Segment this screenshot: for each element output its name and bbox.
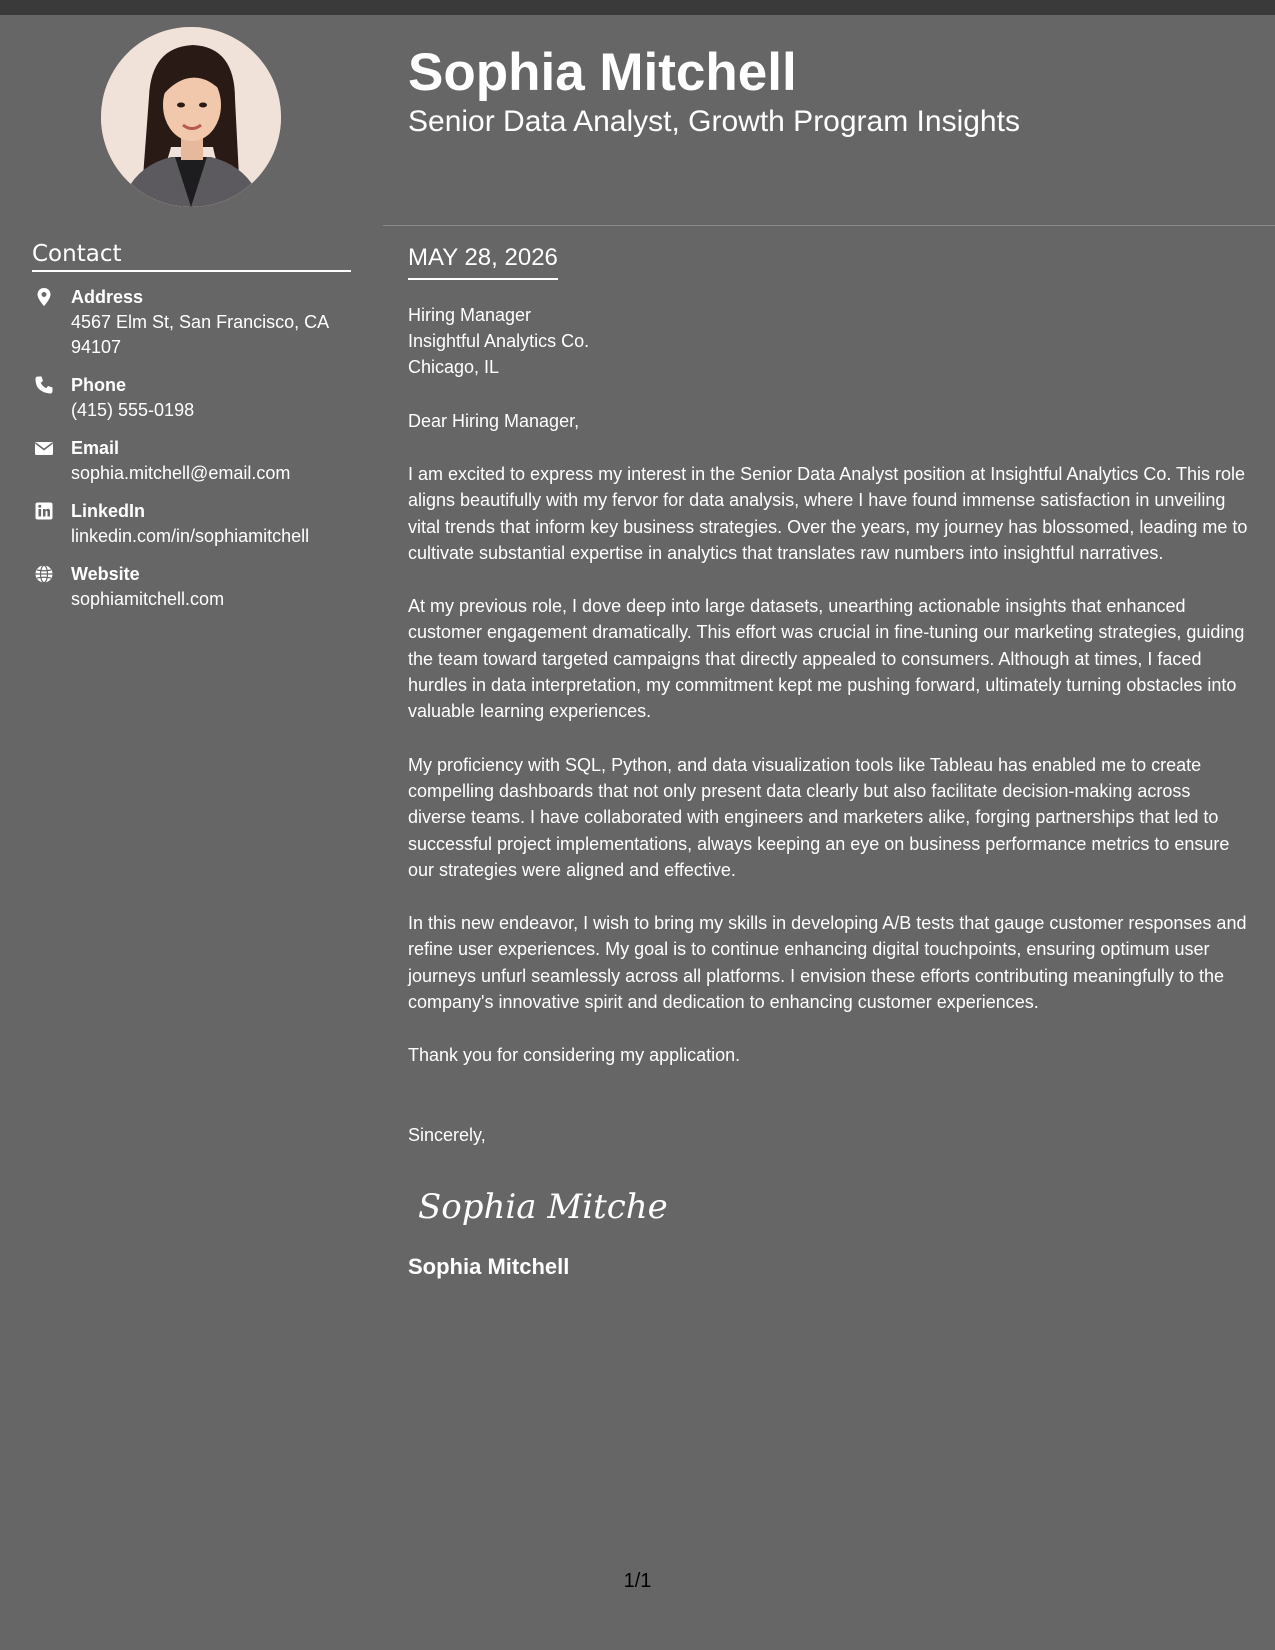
top-strip bbox=[0, 0, 1275, 15]
contact-heading: Contact bbox=[32, 241, 351, 272]
handwritten-signature bbox=[408, 1176, 1253, 1236]
phone-icon bbox=[34, 375, 54, 395]
letter-paragraph: At my previous role, I dove deep into large datasets, unearthing actionable insights that enhanced customer engagement dramatically. This effort was crucial in fine-tuning our marketing strategies, guiding the team toward targeted campaigns that directly appealed to consumers. Although at times, I faced hurdles in data interpretation, my commitment kept me pushing forward, ultimately turning obstacles into valuable learning experiences. bbox=[408, 596, 1245, 722]
contact-phone bbox=[32, 373, 362, 423]
recipient-block bbox=[408, 302, 1253, 380]
website-label: Website bbox=[71, 564, 140, 584]
letter-paragraph: Thank you for considering my application. bbox=[408, 1045, 741, 1066]
recipient-line: Hiring Manager bbox=[408, 305, 532, 325]
applicant-name: Sophia Mitchell bbox=[408, 43, 797, 102]
envelope-icon bbox=[34, 438, 54, 458]
contact-website bbox=[32, 562, 362, 612]
signed-name: Sophia Mitchell bbox=[408, 1253, 570, 1279]
location-pin-icon bbox=[34, 287, 54, 307]
closing: Sincerely, bbox=[408, 1124, 486, 1145]
email-label: Email bbox=[71, 438, 120, 458]
contact-email bbox=[32, 436, 362, 486]
linkedin-value[interactable]: linkedin.com/in/sophiamitchell bbox=[71, 526, 310, 546]
job-title: Senior Data Analyst, Growth Program Insights bbox=[408, 105, 1020, 138]
header-divider bbox=[383, 225, 1275, 226]
profile-photo bbox=[101, 27, 281, 207]
contact-address bbox=[32, 285, 362, 360]
letter-paragraph: In this new endeavor, I wish to bring my skills in developing A/B tests that gauge customer responses and refine user experiences. My goal is to continue enhancing digital touchpoints, ensuring optimum user journeys unfurl seamlessly across all platforms. I envision these efforts contributing meaningfully to the company's innovative spirit and dedication to enhancing customer experiences. bbox=[408, 913, 1247, 1013]
recipient-line: Insightful Analytics Co. bbox=[408, 331, 590, 351]
globe-icon bbox=[34, 564, 54, 584]
salutation: Dear Hiring Manager, bbox=[408, 411, 580, 431]
linkedin-label: LinkedIn bbox=[71, 501, 146, 521]
signature-text: Sophia Mitchell bbox=[418, 1186, 668, 1227]
contact-linkedin bbox=[32, 499, 362, 549]
phone-value: (415) 555-0198 bbox=[71, 400, 195, 420]
sidebar bbox=[0, 15, 383, 1650]
linkedin-icon bbox=[34, 501, 54, 521]
letter-body bbox=[408, 240, 1253, 1282]
address-value: 4567 Elm St, San Francisco, CA 94107 bbox=[71, 312, 329, 357]
phone-label: Phone bbox=[71, 375, 127, 395]
letter-paragraph: I am excited to express my interest in the Senior Data Analyst position at Insightful Analytics Co. This role aligns beautifully with my fervor for data analysis, where I have found immense satisfaction in unveiling vital trends that inform key business strategies. Over the years, my journey has blossomed, leading me to cultivate substantial expertise in analytics that translates raw numbers into insightful narratives. bbox=[408, 464, 1248, 563]
contact-list bbox=[32, 285, 362, 625]
page-number: 1/1 bbox=[623, 1570, 652, 1592]
address-label: Address bbox=[71, 287, 144, 307]
letter-date: MAY 28, 2026 bbox=[408, 240, 558, 280]
website-value[interactable]: sophiamitchell.com bbox=[71, 589, 225, 609]
email-value[interactable]: sophia.mitchell@email.com bbox=[71, 463, 291, 483]
letter-paragraph: My proficiency with SQL, Python, and data visualization tools like Tableau has enabled me to create compelling dashboards that not only present data clearly but also facilitate decision-making across diverse teams. I have collaborated with engineers and marketers alike, forging partnerships that led to successful project implementations, always keeping an eye on business performance metrics to ensure our strategies were aligned and effective. bbox=[408, 754, 1230, 880]
recipient-line: Chicago, IL bbox=[408, 357, 500, 377]
